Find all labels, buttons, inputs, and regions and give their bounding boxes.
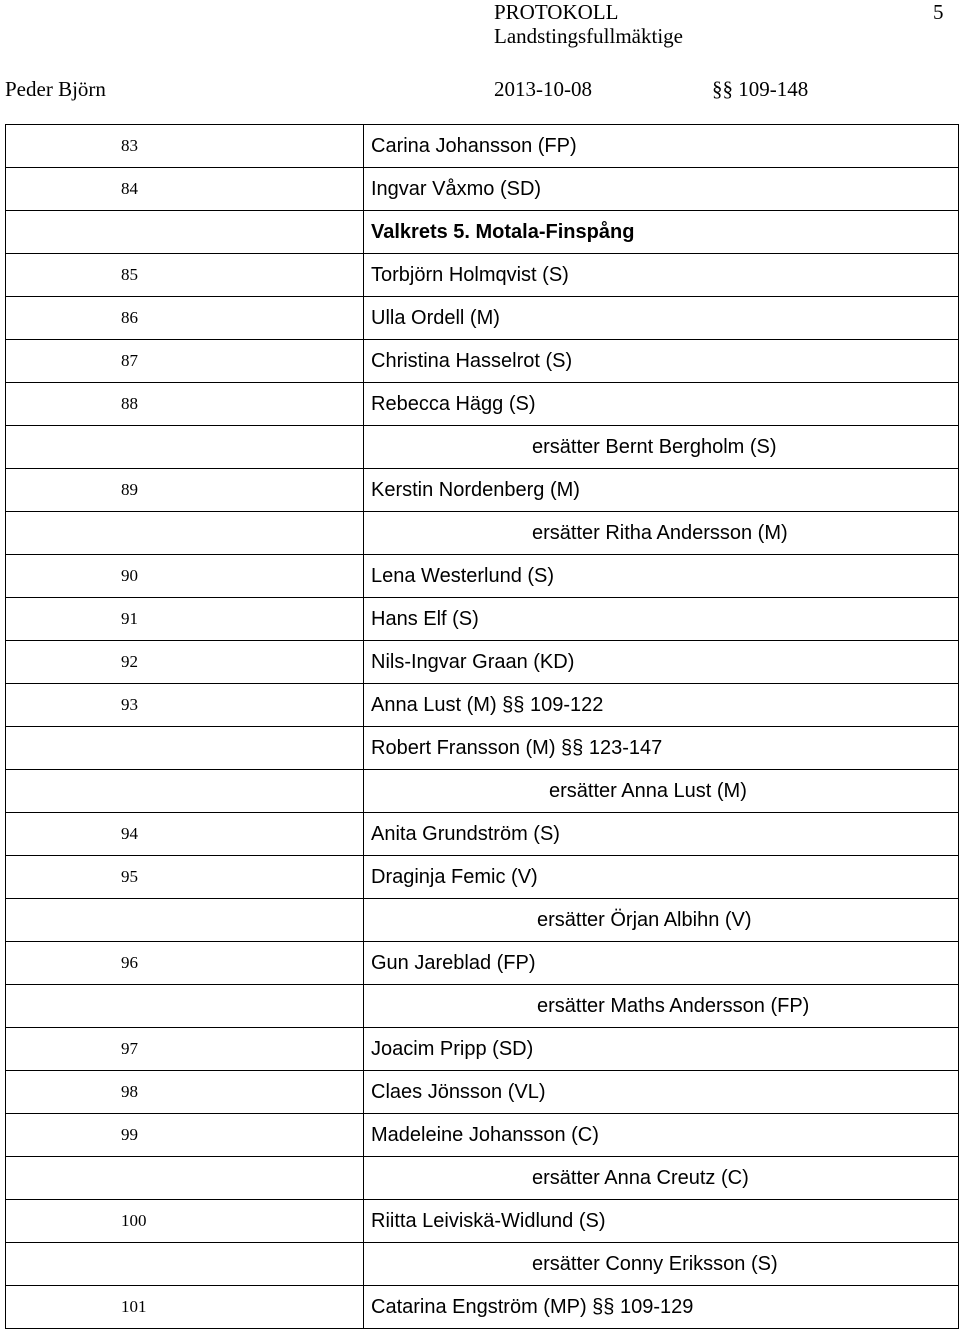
member-number: 97 <box>6 1028 364 1071</box>
substitute-cell <box>364 1157 959 1200</box>
member-name: Nils-Ingvar Graan (KD) <box>364 641 959 684</box>
member-number: 84 <box>6 168 364 211</box>
substitute-cell <box>364 1243 959 1286</box>
table-row <box>6 942 959 985</box>
member-number: 101 <box>6 1286 364 1329</box>
table-row <box>6 1114 959 1157</box>
member-name: Madeleine Johansson (C) <box>364 1114 959 1157</box>
substitute-note: ersätter Anna Creutz (C) <box>532 1167 749 1189</box>
table-row <box>6 1028 959 1071</box>
empty-number-cell <box>6 426 364 469</box>
substitute-note: ersätter Conny Eriksson (S) <box>532 1253 778 1275</box>
member-name: Rebecca Hägg (S) <box>364 383 959 426</box>
substitute-note: ersätter Bernt Bergholm (S) <box>532 436 777 458</box>
substitute-row <box>6 426 959 469</box>
table-row <box>6 1286 959 1329</box>
table-row <box>6 727 959 770</box>
member-number: 98 <box>6 1071 364 1114</box>
section-range: §§ 109-148 <box>712 77 809 101</box>
table-row <box>6 1071 959 1114</box>
table-row <box>6 168 959 211</box>
table-row <box>6 297 959 340</box>
member-number: 85 <box>6 254 364 297</box>
attendance-table <box>5 124 959 1329</box>
substitute-row <box>6 1243 959 1286</box>
member-number: 92 <box>6 641 364 684</box>
table-row <box>6 1200 959 1243</box>
member-number <box>6 211 364 254</box>
substitute-row <box>6 770 959 813</box>
table-row <box>6 598 959 641</box>
table-row <box>6 813 959 856</box>
substitute-row <box>6 985 959 1028</box>
member-number: 91 <box>6 598 364 641</box>
empty-number-cell <box>6 985 364 1028</box>
page-number: 5 <box>933 0 944 24</box>
table-row <box>6 684 959 727</box>
substitute-note: ersätter Anna Lust (M) <box>549 780 747 802</box>
empty-number-cell <box>6 899 364 942</box>
member-number: 89 <box>6 469 364 512</box>
table-row <box>6 254 959 297</box>
constituency-heading: Valkrets 5. Motala-Finspång <box>364 211 959 254</box>
substitute-row <box>6 899 959 942</box>
empty-number-cell <box>6 512 364 555</box>
substitute-cell <box>364 512 959 555</box>
member-name: Torbjörn Holmqvist (S) <box>364 254 959 297</box>
member-number: 94 <box>6 813 364 856</box>
substitute-row <box>6 512 959 555</box>
member-name: Lena Westerlund (S) <box>364 555 959 598</box>
substitute-cell <box>364 985 959 1028</box>
member-name: Joacim Pripp (SD) <box>364 1028 959 1071</box>
member-number: 88 <box>6 383 364 426</box>
member-name: Claes Jönsson (VL) <box>364 1071 959 1114</box>
empty-number-cell <box>6 1157 364 1200</box>
member-name: Riitta Leiviskä-Widlund (S) <box>364 1200 959 1243</box>
member-number: 90 <box>6 555 364 598</box>
member-number: 93 <box>6 684 364 727</box>
substitute-cell <box>364 770 959 813</box>
member-name: Anna Lust (M) §§ 109-122 <box>364 684 959 727</box>
table-row <box>6 383 959 426</box>
member-name: Ingvar Våxmo (SD) <box>364 168 959 211</box>
substitute-cell <box>364 899 959 942</box>
substitute-note: ersätter Ritha Andersson (M) <box>532 522 788 544</box>
member-name: Kerstin Nordenberg (M) <box>364 469 959 512</box>
member-number: 100 <box>6 1200 364 1243</box>
member-name: Hans Elf (S) <box>364 598 959 641</box>
table-row <box>6 469 959 512</box>
meeting-date: 2013-10-08 <box>494 77 592 101</box>
table-row <box>6 856 959 899</box>
secretary-name: Peder Björn <box>5 77 106 101</box>
substitute-cell <box>364 426 959 469</box>
member-number: 86 <box>6 297 364 340</box>
member-name: Draginja Femic (V) <box>364 856 959 899</box>
member-number: 99 <box>6 1114 364 1157</box>
table-row <box>6 555 959 598</box>
member-number <box>6 727 364 770</box>
member-number: 83 <box>6 125 364 168</box>
member-number: 87 <box>6 340 364 383</box>
empty-number-cell <box>6 770 364 813</box>
empty-number-cell <box>6 1243 364 1286</box>
substitute-note: ersätter Örjan Albihn (V) <box>537 909 752 931</box>
member-name: Carina Johansson (FP) <box>364 125 959 168</box>
assembly-name: Landstingsfullmäktige <box>494 24 683 48</box>
member-number: 95 <box>6 856 364 899</box>
member-name: Christina Hasselrot (S) <box>364 340 959 383</box>
member-name: Robert Fransson (M) §§ 123-147 <box>364 727 959 770</box>
substitute-row <box>6 1157 959 1200</box>
table-row <box>6 340 959 383</box>
member-name: Gun Jareblad (FP) <box>364 942 959 985</box>
member-number: 96 <box>6 942 364 985</box>
member-name: Anita Grundström (S) <box>364 813 959 856</box>
substitute-note: ersätter Maths Andersson (FP) <box>537 995 810 1017</box>
document-type: PROTOKOLL <box>494 0 619 24</box>
table-row <box>6 125 959 168</box>
member-name: Ulla Ordell (M) <box>364 297 959 340</box>
table-row <box>6 211 959 254</box>
table-row <box>6 641 959 684</box>
member-name: Catarina Engström (MP) §§ 109-129 <box>364 1286 959 1329</box>
